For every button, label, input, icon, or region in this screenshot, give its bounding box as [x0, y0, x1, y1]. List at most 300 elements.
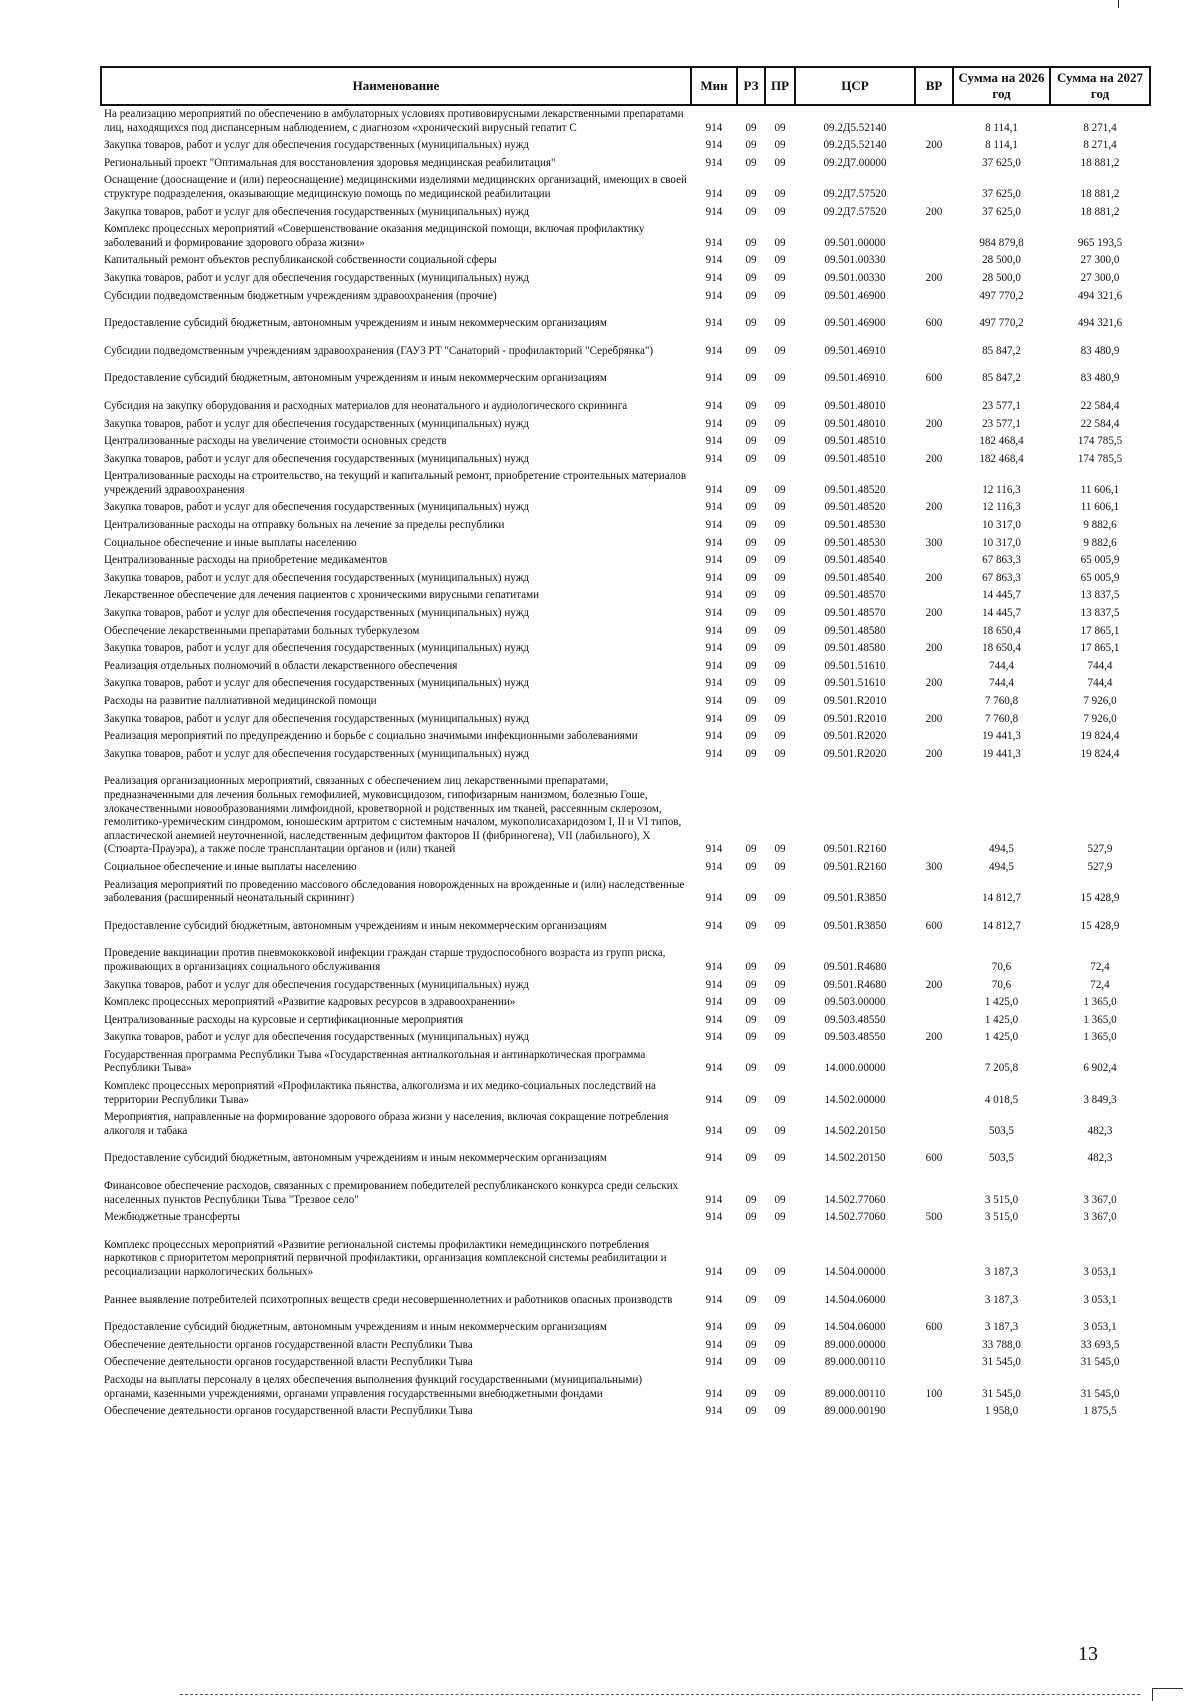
row-name: Комплекс процессных мероприятий «Профилактика пьянства, алкоголизма и их медико-социальных последствий на территории Республики Тыва»	[104, 1080, 656, 1106]
row-sum-2026: 503,5	[989, 1152, 1014, 1165]
row-rz: 09	[745, 344, 757, 357]
row-rz: 09	[745, 1211, 757, 1224]
row-sum-2026: 7 760,8	[984, 695, 1019, 707]
table-row	[101, 935, 1150, 976]
row-vr	[915, 1047, 953, 1078]
row-sum-2027: 15 428,9	[1080, 892, 1120, 905]
row-vr	[915, 468, 953, 499]
row-pr: 09	[774, 483, 786, 496]
scan-mark	[1118, 0, 1119, 8]
row-pr: 09	[774, 1338, 786, 1351]
header-vr: ВР	[915, 67, 953, 105]
row-name: Обеспечение деятельности органов государственной власти Республики Тыва	[104, 1338, 473, 1351]
row-name: Предоставление субсидий бюджетным, автономным учреждениям и иным некоммерческим организациям	[104, 372, 607, 385]
row-vr	[915, 1337, 953, 1355]
table-row	[101, 416, 1150, 434]
row-sum-2026: 67 863,3	[982, 571, 1021, 584]
row-pr: 09	[774, 1321, 786, 1334]
table-row	[101, 252, 1150, 270]
row-min: 914	[705, 978, 723, 991]
row-sum-2026: 23 577,1	[982, 417, 1021, 430]
row-sum-2027: 11 606,1	[1080, 483, 1120, 496]
row-min: 914	[705, 1152, 723, 1165]
row-min: 914	[705, 452, 723, 465]
row-csr: 09.501.48570	[824, 607, 886, 620]
row-csr: 09.2Д5.52140	[823, 139, 887, 152]
row-min: 914	[705, 536, 723, 549]
row-sum-2027: 9 882,6	[1083, 519, 1117, 532]
row-min: 914	[705, 1193, 723, 1206]
row-vr	[915, 552, 953, 570]
row-min: 914	[705, 589, 723, 602]
row-min: 914	[705, 747, 723, 760]
row-csr: 09.501.48520	[824, 483, 886, 496]
table-row	[101, 1403, 1150, 1421]
row-rz: 09	[745, 501, 757, 514]
row-min: 914	[705, 996, 723, 1009]
row-csr: 09.501.48580	[824, 624, 886, 637]
row-sum-2027: 83 480,9	[1080, 372, 1120, 385]
row-vr: 600	[925, 919, 943, 932]
row-sum-2026: 37 625,0	[982, 205, 1021, 218]
table-row	[101, 468, 1150, 499]
row-rz: 09	[745, 121, 757, 134]
row-sum-2027: 65 005,9	[1080, 571, 1120, 584]
row-min: 914	[705, 730, 723, 743]
row-name: Реализация организационных мероприятий, связанных с обеспечением лиц лекарственными препаратами, предназначенными для лечения больных гемофилией, муковисцидозом, гипофизарным нанизмом, болезнью Гоше, злокачественными новообразованиями лимфоидной, кроветворной и родственных им тканей, рассеянным склерозом, гемолитико-уремическим синдромом, юношеским артритом с системным началом, мукополисахаридозом I, II и VI типов, апластической анемией неуточненной, наследственным дефицитом факторов II (фибриногена), VII (лабильного), X (Стюарта-Прауэра), а также после трансплантации органов и (или) тканей	[104, 775, 682, 856]
row-csr: 14.504.00000	[824, 1266, 886, 1278]
table-row	[101, 270, 1150, 288]
row-rz: 09	[745, 747, 757, 760]
row-pr: 09	[774, 399, 786, 412]
row-csr: 09.501.46900	[824, 317, 886, 330]
row-sum-2027: 744,4	[1087, 677, 1113, 690]
row-name: Закупка товаров, работ и услуг для обеспечения государственных (муниципальных) нужд	[104, 677, 530, 690]
row-vr	[915, 517, 953, 535]
row-rz: 09	[745, 254, 757, 267]
row-pr: 09	[774, 501, 786, 514]
row-sum-2026: 23 577,1	[982, 399, 1021, 412]
row-csr: 09.503.48550	[824, 1013, 886, 1026]
row-csr: 09.501.48530	[824, 536, 886, 549]
row-sum-2026: 1 425,0	[984, 1013, 1019, 1026]
row-min: 914	[705, 843, 723, 856]
row-sum-2026: 503,5	[989, 1124, 1014, 1137]
table-row	[101, 1209, 1150, 1227]
row-csr: 09.501.00330	[824, 254, 886, 267]
row-sum-2027: 3 053,1	[1083, 1293, 1117, 1306]
row-rz: 09	[745, 1124, 757, 1137]
row-name: Субсидии подведомственным бюджетным учреждениям здравоохранения (прочие)	[104, 289, 497, 302]
row-rz: 09	[745, 978, 757, 991]
corner-mark	[1152, 1688, 1183, 1701]
row-min: 914	[705, 695, 723, 707]
row-csr: 09.2Д7.57520	[823, 187, 887, 200]
row-pr: 09	[774, 607, 786, 620]
row-pr: 09	[774, 289, 786, 302]
row-sum-2026: 984 879,8	[979, 236, 1024, 249]
row-sum-2026: 37 625,0	[982, 156, 1021, 169]
table-row	[101, 1109, 1150, 1140]
row-pr: 09	[774, 317, 786, 330]
row-pr: 09	[774, 860, 786, 873]
row-pr: 09	[774, 435, 786, 448]
row-rz: 09	[745, 399, 757, 412]
row-pr: 09	[774, 1093, 786, 1106]
row-sum-2027: 31 545,0	[1080, 1387, 1120, 1400]
row-rz: 09	[745, 519, 757, 532]
table-row	[101, 221, 1150, 252]
row-csr: 89.000.00190	[824, 1405, 886, 1418]
row-sum-2026: 14 445,7	[982, 589, 1021, 602]
table-body	[101, 105, 1150, 1421]
row-vr	[915, 994, 953, 1012]
row-vr: 200	[925, 139, 943, 152]
row-pr: 09	[774, 1031, 786, 1044]
row-sum-2027: 11 606,1	[1080, 501, 1120, 514]
row-sum-2027: 17 865,1	[1080, 642, 1120, 655]
table-row	[101, 587, 1150, 605]
row-name: Мероприятия, направленные на формирование здорового образа жизни у населения, включая сокращение потребления алкоголя и табака	[104, 1111, 669, 1137]
table-row	[101, 605, 1150, 623]
row-sum-2027: 3 053,1	[1083, 1321, 1117, 1334]
row-name: Межбюджетные трансферты	[104, 1211, 240, 1224]
row-sum-2026: 4 018,5	[984, 1093, 1019, 1106]
row-pr: 09	[774, 960, 786, 973]
row-pr: 09	[774, 571, 786, 584]
row-vr	[915, 1282, 953, 1310]
row-name: Раннее выявление потребителей психотропных веществ среди несовершеннолетних и работников опасных производств	[104, 1293, 673, 1306]
row-sum-2027: 17 865,1	[1080, 624, 1120, 637]
row-sum-2027: 13 837,5	[1080, 589, 1120, 602]
row-sum-2026: 7 205,8	[984, 1062, 1019, 1075]
row-name: Реализация мероприятий по проведению массового обследования новорожденных на врожденные и (или) наследственные заболевания (расширенный неонатальный скрининг)	[104, 878, 685, 905]
row-csr: 09.501.48010	[824, 417, 886, 430]
row-pr: 09	[774, 892, 786, 905]
row-min: 914	[705, 1124, 723, 1137]
row-vr: 200	[925, 417, 943, 430]
row-csr: 14.502.20150	[824, 1124, 886, 1137]
table-row	[101, 1227, 1150, 1282]
row-min: 914	[705, 1405, 723, 1418]
row-csr: 14.502.20150	[824, 1152, 886, 1165]
row-sum-2027: 494 321,6	[1077, 289, 1123, 302]
table-row	[101, 1309, 1150, 1337]
row-csr: 09.2Д7.00000	[823, 156, 887, 169]
row-rz: 09	[745, 589, 757, 602]
row-csr: 09.501.R2020	[823, 730, 887, 743]
row-sum-2026: 3 515,0	[984, 1211, 1019, 1224]
row-sum-2027: 15 428,9	[1080, 919, 1120, 932]
row-sum-2026: 8 114,1	[985, 121, 1018, 134]
row-sum-2026: 1 425,0	[984, 1031, 1019, 1044]
row-rz: 09	[745, 139, 757, 152]
row-vr: 100	[925, 1387, 943, 1400]
row-name: Предоставление субсидий бюджетным, автономным учреждениям и иным некоммерческим организациям	[104, 1152, 607, 1165]
header-csr: ЦСР	[795, 67, 915, 105]
header-pr: ПР	[765, 67, 795, 105]
row-pr: 09	[774, 677, 786, 690]
bottom-rule	[180, 1694, 1140, 1695]
row-min: 914	[705, 624, 723, 637]
row-csr: 09.501.R2160	[823, 843, 887, 856]
row-min: 914	[705, 372, 723, 385]
row-sum-2026: 70,6	[991, 960, 1012, 973]
row-name: Обеспечение деятельности органов государственной власти Республики Тыва	[104, 1405, 473, 1418]
row-sum-2026: 497 770,2	[979, 289, 1024, 302]
row-sum-2027: 72,4	[1090, 978, 1110, 991]
row-sum-2027: 3 053,1	[1083, 1266, 1117, 1278]
row-rz: 09	[745, 571, 757, 584]
row-name: Закупка товаров, работ и услуг для обеспечения государственных (муниципальных) нужд	[104, 452, 530, 465]
row-sum-2027: 7 926,0	[1083, 695, 1117, 707]
row-pr: 09	[774, 344, 786, 357]
row-name: Закупка товаров, работ и услуг для обеспечения государственных (муниципальных) нужд	[104, 712, 530, 725]
row-rz: 09	[745, 554, 757, 567]
row-name: Закупка товаров, работ и услуг для обеспечения государственных (муниципальных) нужд	[104, 978, 530, 991]
row-min: 914	[705, 205, 723, 218]
row-csr: 14.504.06000	[824, 1321, 886, 1334]
row-rz: 09	[745, 187, 757, 200]
row-rz: 09	[745, 156, 757, 169]
row-csr: 89.000.00000	[824, 1338, 886, 1351]
row-vr	[915, 1168, 953, 1209]
row-min: 914	[705, 254, 723, 267]
row-sum-2026: 19 441,3	[982, 747, 1021, 760]
row-csr: 09.501.46900	[824, 289, 886, 302]
row-sum-2027: 22 584,4	[1080, 399, 1120, 412]
row-sum-2027: 527,9	[1087, 843, 1113, 856]
row-csr: 09.501.48540	[824, 554, 886, 567]
row-vr: 200	[925, 452, 943, 465]
row-vr	[915, 877, 953, 908]
row-csr: 09.501.R3850	[823, 892, 887, 905]
row-vr	[915, 333, 953, 361]
row-name: Закупка товаров, работ и услуг для обеспечения государственных (муниципальных) нужд	[104, 642, 530, 655]
row-pr: 09	[774, 659, 786, 672]
row-sum-2026: 10 317,0	[982, 519, 1021, 532]
row-sum-2027: 18 881,2	[1080, 156, 1120, 169]
row-rz: 09	[745, 1093, 757, 1106]
table-row	[101, 305, 1150, 333]
table-row	[101, 155, 1150, 173]
row-min: 914	[705, 1013, 723, 1026]
table-row	[101, 552, 1150, 570]
row-min: 914	[705, 1062, 723, 1075]
row-rz: 09	[745, 843, 757, 856]
row-rz: 09	[745, 1338, 757, 1351]
row-csr: 09.501.48510	[824, 452, 886, 465]
row-rz: 09	[745, 271, 757, 284]
row-vr	[915, 288, 953, 306]
table-row	[101, 746, 1150, 764]
row-sum-2027: 83 480,9	[1080, 344, 1120, 357]
row-name: Расходы на выплаты персоналу в целях обеспечения выполнения функций государственными (муниципальными) органами, казенными учреждениями, органами управления государственными внебюджетными фондами	[104, 1373, 643, 1400]
row-sum-2026: 1 425,0	[984, 996, 1019, 1009]
row-sum-2026: 12 116,3	[982, 483, 1021, 496]
row-vr: 300	[925, 860, 943, 873]
row-csr: 09.501.48520	[824, 501, 886, 514]
table-row	[101, 333, 1150, 361]
row-csr: 09.501.51610	[824, 677, 886, 690]
row-sum-2026: 37 625,0	[982, 187, 1021, 200]
row-min: 914	[705, 1031, 723, 1044]
row-pr: 09	[774, 589, 786, 602]
row-csr: 09.501.48570	[824, 589, 886, 602]
table-row	[101, 535, 1150, 553]
row-rz: 09	[745, 1266, 757, 1278]
row-csr: 09.501.R3850	[823, 919, 887, 932]
row-vr	[915, 433, 953, 451]
row-rz: 09	[745, 1152, 757, 1165]
row-name: Централизованные расходы на курсовые и сертификационные мероприятия	[104, 1013, 464, 1026]
row-rz: 09	[745, 483, 757, 496]
row-sum-2026: 7 760,8	[984, 712, 1019, 725]
row-vr: 200	[925, 571, 943, 584]
table-row	[101, 1354, 1150, 1372]
row-min: 914	[705, 417, 723, 430]
row-sum-2026: 3 515,0	[984, 1193, 1019, 1206]
budget-table	[100, 66, 1151, 1421]
row-sum-2026: 14 812,7	[982, 919, 1021, 932]
row-sum-2026: 3 187,3	[984, 1321, 1019, 1334]
row-pr: 09	[774, 1152, 786, 1165]
row-vr	[915, 1403, 953, 1421]
header-min: Мин	[691, 67, 737, 105]
row-pr: 09	[774, 695, 786, 707]
table-row	[101, 105, 1150, 137]
row-csr: 09.501.48580	[824, 642, 886, 655]
row-sum-2027: 22 584,4	[1080, 417, 1120, 430]
row-rz: 09	[745, 289, 757, 302]
row-vr	[915, 1109, 953, 1140]
row-min: 914	[705, 271, 723, 284]
row-name: Реализация мероприятий по предупреждению и борьбе с социально значимыми инфекционными заболеваниями	[104, 730, 638, 743]
row-vr	[915, 693, 953, 711]
row-sum-2027: 1 875,5	[1083, 1405, 1117, 1418]
row-rz: 09	[745, 1356, 757, 1369]
row-min: 914	[705, 156, 723, 169]
row-sum-2027: 7 926,0	[1083, 712, 1117, 725]
row-vr: 200	[925, 712, 943, 725]
header-name: Наименование	[101, 67, 691, 105]
row-min: 914	[705, 1293, 723, 1306]
row-pr: 09	[774, 1062, 786, 1075]
row-pr: 09	[774, 747, 786, 760]
row-vr: 200	[925, 271, 943, 284]
row-sum-2027: 1 365,0	[1083, 1031, 1117, 1044]
row-min: 914	[705, 317, 723, 330]
table-row	[101, 1078, 1150, 1109]
row-rz: 09	[745, 607, 757, 620]
row-rz: 09	[745, 677, 757, 690]
row-rz: 09	[745, 624, 757, 637]
row-sum-2027: 65 005,9	[1080, 554, 1120, 567]
row-rz: 09	[745, 960, 757, 973]
row-rz: 09	[745, 1293, 757, 1306]
row-min: 914	[705, 483, 723, 496]
row-vr	[915, 623, 953, 641]
table-row	[101, 204, 1150, 222]
row-pr: 09	[774, 1405, 786, 1418]
row-sum-2026: 744,4	[989, 677, 1014, 690]
row-vr	[915, 763, 953, 859]
row-min: 914	[705, 712, 723, 725]
row-name: Предоставление субсидий бюджетным, автономным учреждениям и иным некоммерческим организациям	[104, 919, 607, 932]
row-name: Предоставление субсидий бюджетным, автономным учреждениям и иным некоммерческим организациям	[104, 317, 607, 330]
row-csr: 09.2Д5.52140	[823, 121, 887, 134]
row-rz: 09	[745, 536, 757, 549]
row-rz: 09	[745, 996, 757, 1009]
row-pr: 09	[774, 156, 786, 169]
row-vr: 600	[925, 317, 943, 330]
row-sum-2027: 33 693,5	[1080, 1338, 1120, 1351]
row-rz: 09	[745, 1387, 757, 1400]
table-row	[101, 1168, 1150, 1209]
row-name: Предоставление субсидий бюджетным, автономным учреждениям и иным некоммерческим организациям	[104, 1321, 607, 1334]
row-sum-2026: 28 500,0	[982, 271, 1021, 284]
row-vr	[915, 1227, 953, 1282]
table-row	[101, 1282, 1150, 1310]
row-sum-2026: 494,5	[989, 843, 1014, 856]
row-csr: 09.2Д7.57520	[823, 205, 887, 218]
row-pr: 09	[774, 1124, 786, 1137]
table-row	[101, 499, 1150, 517]
row-csr: 14.000.00000	[824, 1062, 886, 1075]
row-csr: 14.504.06000	[824, 1293, 886, 1306]
row-rz: 09	[745, 417, 757, 430]
row-sum-2027: 9 882,6	[1083, 536, 1117, 549]
row-pr: 09	[774, 519, 786, 532]
row-sum-2026: 85 847,2	[982, 372, 1021, 385]
table-row	[101, 693, 1150, 711]
row-name: На реализацию мероприятий по обеспечению в амбулаторных условиях противовирусными лекарственными препаратами лиц, находящихся под диспансерным наблюдением, с диагнозом «хронический вирусный гепатит С	[104, 108, 684, 134]
row-min: 914	[705, 659, 723, 672]
row-pr: 09	[774, 554, 786, 567]
row-sum-2026: 494,5	[989, 860, 1014, 873]
row-vr	[915, 221, 953, 252]
row-pr: 09	[774, 236, 786, 249]
row-csr: 09.501.51610	[824, 659, 886, 672]
row-csr: 09.501.48530	[824, 519, 886, 532]
row-vr: 200	[925, 747, 943, 760]
row-name: Государственная программа Республики Тыва «Государственная антиалкогольная и антинаркотическая программа Республики Тыва»	[104, 1048, 646, 1075]
row-vr	[915, 935, 953, 976]
row-rz: 09	[745, 642, 757, 655]
row-min: 914	[705, 289, 723, 302]
row-sum-2027: 27 300,0	[1080, 254, 1120, 267]
row-sum-2027: 1 365,0	[1083, 1013, 1117, 1026]
row-sum-2026: 67 863,3	[982, 554, 1021, 567]
row-sum-2027: 174 785,5	[1077, 435, 1123, 448]
row-min: 914	[705, 554, 723, 567]
row-min: 914	[705, 399, 723, 412]
row-min: 914	[705, 435, 723, 448]
table-row	[101, 570, 1150, 588]
table-row	[101, 360, 1150, 388]
row-csr: 09.503.48550	[824, 1031, 886, 1044]
row-csr: 09.501.46910	[824, 372, 886, 385]
table-row	[101, 172, 1150, 203]
row-sum-2027: 3 367,0	[1083, 1211, 1117, 1224]
row-vr: 200	[925, 677, 943, 690]
row-name: Централизованные расходы на увеличение стоимости основных средств	[104, 435, 447, 448]
row-sum-2026: 1 958,0	[984, 1405, 1019, 1418]
row-csr: 89.000.00110	[824, 1387, 886, 1400]
row-sum-2026: 744,4	[989, 659, 1014, 672]
row-csr: 89.000.00110	[824, 1356, 886, 1369]
table-row	[101, 877, 1150, 908]
